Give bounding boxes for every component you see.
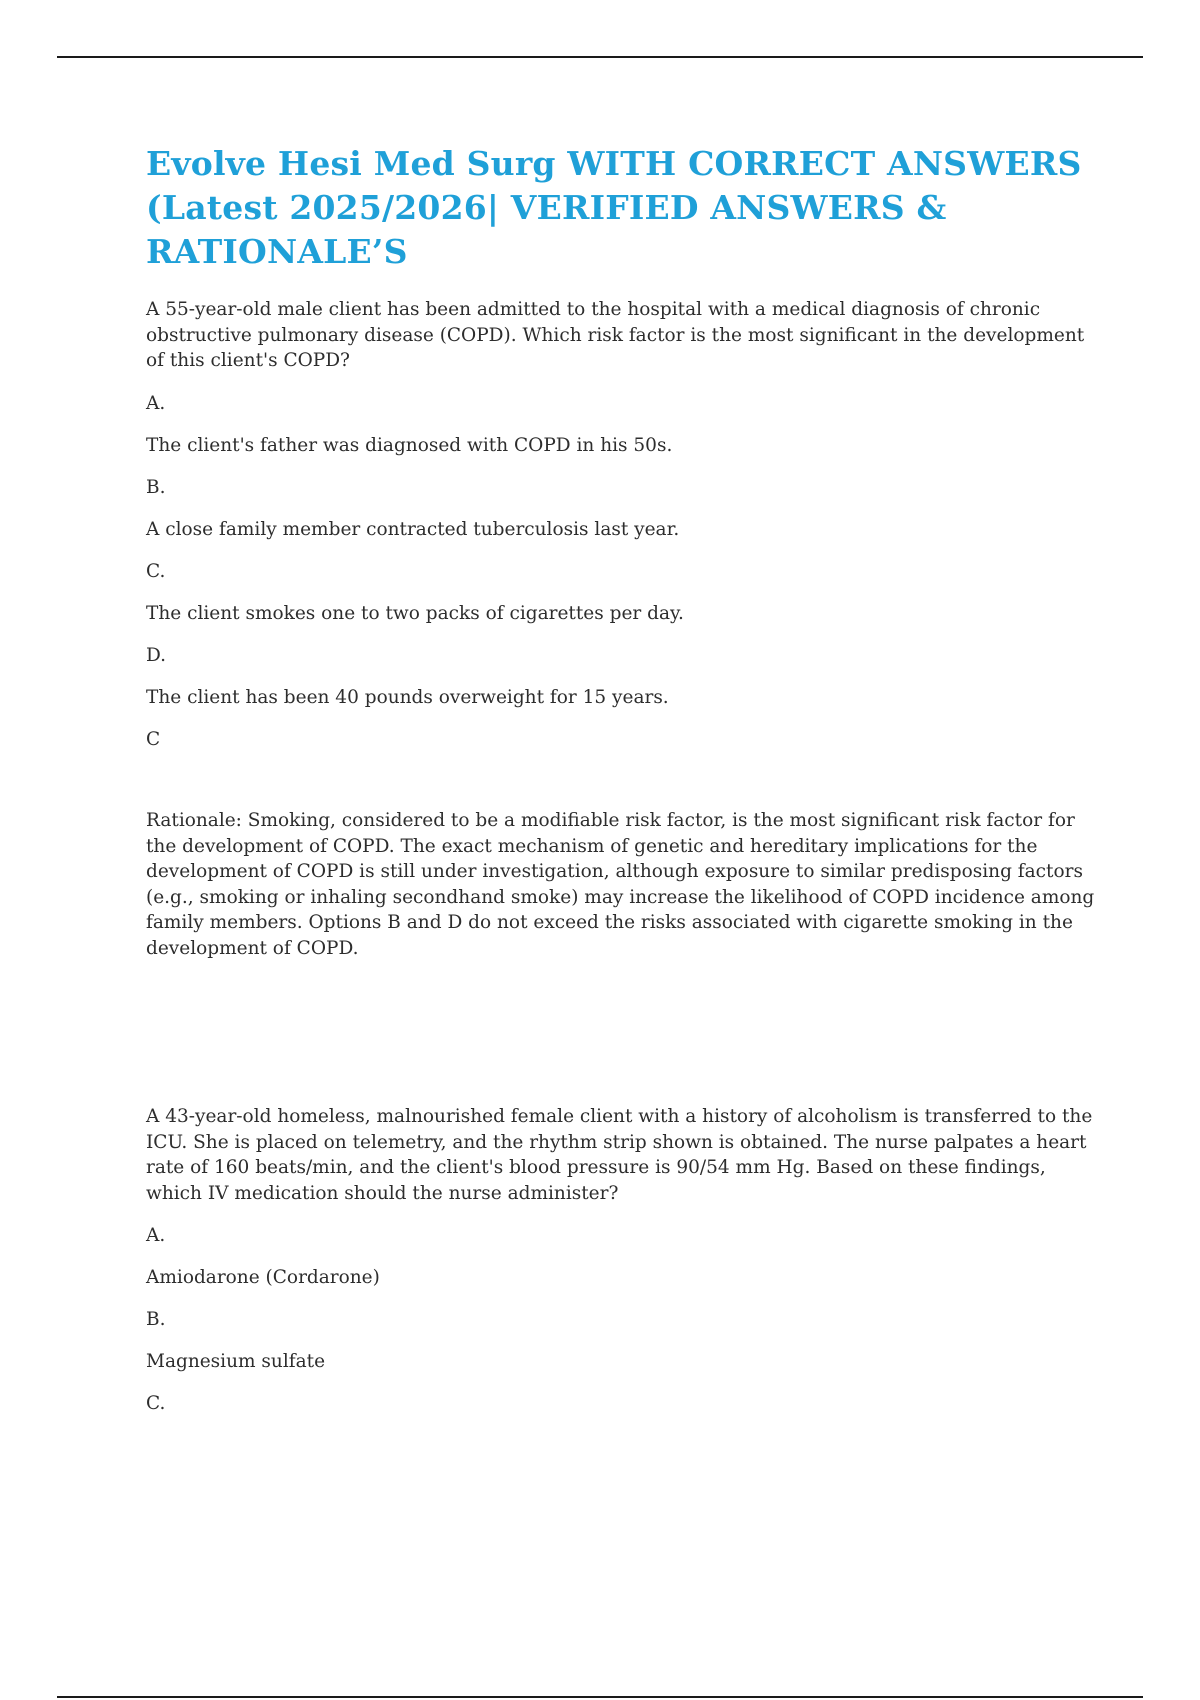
bottom-divider [57,1696,1143,1698]
q1-option-a-text: The client's father was diagnosed with COPD in his 50s. [146,435,673,456]
q2-option-a-letter: A. [146,1225,166,1246]
question-1-stem: A 55-year-old male client has been admitted to the hospital with a medical diagnosis of chronic obstructive pulmonary disease (COPD). Which risk factor is the most significant in the development of this client's COPD? [146,299,1085,371]
q1-option-c-text: The client smokes one to two packs of cigarettes per day. [146,603,684,624]
q2-option-c-letter: C. [146,1393,166,1414]
q1-option-d-letter: D. [146,645,167,666]
q1-answer: C [146,729,161,750]
q2-option-a-text: Amiodarone (Cordarone) [146,1267,380,1288]
q1-option-a-letter: A. [146,393,166,414]
q1-option-d-text: The client has been 40 pounds overweight for 15 years. [146,687,669,708]
question-2-stem: A 43-year-old homeless, malnourished female client with a history of alcoholism is transferred to the ICU. She is placed on telemetry, and the rhythm strip shown is obtained. The nurse palpates a heart rate of 160 beats/min, and the client's blood pressure is 90/54 mm Hg. Based on these findings, which IV medication should the nurse administer? [146,1106,1093,1204]
q1-option-b-text: A close family member contracted tuberculosis last year. [146,519,680,540]
q1-rationale: Rationale: Smoking, considered to be a modifiable risk factor, is the most significant risk factor for the development of COPD. The exact mechanism of genetic and hereditary implications for the development of COPD is still under investigation, although exposure to similar predisposing factors (e.g., smoking or inhaling secondhand smoke) may increase the likelihood of COPD incidence among family members. Options B and D do not exceed the risks associated with cigarette smoking in the development of COPD. [146,810,1095,959]
document-title: Evolve Hesi Med Surg WITH CORRECT ANSWERS (Latest 2025/2026| VERIFIED ANSWERS & RATIONALE’S [146,144,1082,271]
q1-option-b-letter: B. [146,477,166,498]
q2-option-b-text: Magnesium sulfate [146,1351,326,1372]
q2-option-b-letter: B. [146,1309,166,1330]
q1-option-c-letter: C. [146,561,166,582]
top-divider [57,56,1143,58]
